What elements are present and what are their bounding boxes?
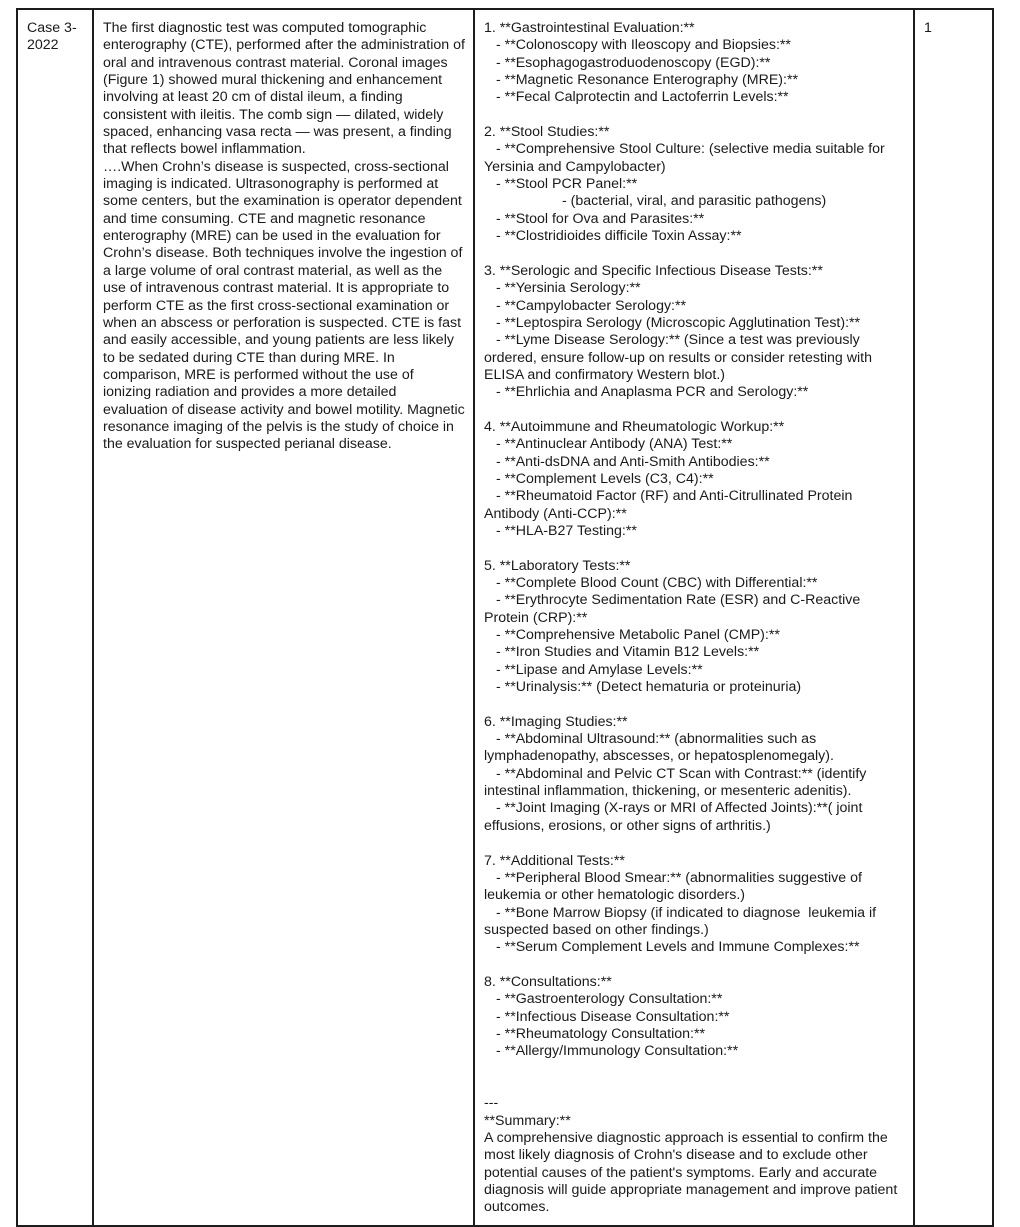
plan-item: - **Antinuclear Antibody (ANA) Test:** xyxy=(496,436,733,453)
plan-item: - **Fecal Calprotectin and Lactoferrin Levels:** xyxy=(496,89,789,106)
plan-item: - **Complete Blood Count (CBC) with Differential:** xyxy=(496,575,818,591)
plan-item: - **Abdominal and Pelvic CT Scan with Contrast:** (identify intestinal inflammation, thickening, or mesenteric adenitis). xyxy=(484,765,871,800)
case-table xyxy=(16,8,994,1227)
plan-item: - **HLA-B27 Testing:** xyxy=(496,522,637,539)
plan-item: - **Gastroenterology Consultation:** xyxy=(496,991,723,1008)
plan-item: - **Comprehensive Metabolic Panel (CMP):** xyxy=(496,627,780,644)
case-id-cell xyxy=(17,9,93,1226)
plan-item: - **Anti-dsDNA and Anti-Smith Antibodies:** xyxy=(496,453,770,470)
plan-section xyxy=(484,974,905,1061)
plan-item: - **Rheumatoid Factor (RF) and Anti-Citrullinated Protein Antibody (Anti-CCP):** xyxy=(484,488,856,522)
plan-item: - **Allergy/Immunology Consultation:** xyxy=(496,1043,739,1060)
plan-subitem: - (bacterial, viral, and parasitic pathogens) xyxy=(562,193,827,210)
plan-item: - **Clostridioides difficile Toxin Assay:** xyxy=(496,228,742,245)
spacer xyxy=(484,1078,905,1095)
score-cell xyxy=(914,9,993,1226)
plan-item: - **Iron Studies and Vitamin B12 Levels:** xyxy=(496,644,760,661)
plan-item: - **Campylobacter Serology:** xyxy=(496,297,687,314)
case-id: Case 3-2022 xyxy=(27,20,77,54)
narrative-paragraph-1: The first diagnostic test was computed tomographic enterography (CTE), performed after the administration of oral and intravenous contrast material. Coronal images (Figure 1) showed mural thickening and enhancement involving at least 20 cm of distal ileum, a finding consistent with ileitis. The comb sign — dilated, widely spaced, enhancing vasa recta — was present, a finding that reflects bowel inflammation. xyxy=(103,20,465,158)
score-value: 1 xyxy=(924,20,932,36)
plan-section xyxy=(484,714,905,835)
section-heading: 4. **Autoimmune and Rheumatologic Workup:** xyxy=(484,418,785,435)
plan-item: - **Lipase and Amylase Levels:** xyxy=(496,661,703,678)
plan-item: - **Esophagogastroduodenoscopy (EGD):** xyxy=(496,54,771,71)
plan-item: - **Bone Marrow Biopsy (if indicated to diagnose leukemia if suspected based on other findings.) xyxy=(484,904,881,938)
plan-item: - **Infectious Disease Consultation:** xyxy=(496,1008,730,1025)
plan-item: - **Stool for Ova and Parasites:** xyxy=(496,210,705,227)
spacer xyxy=(484,107,905,124)
diagnostic-plan-cell xyxy=(474,9,914,1226)
plan-item: - **Abdominal Ultrasound:** (abnormalities such as lymphadenopathy, abscesses, or hepatosplenomegaly). xyxy=(484,731,834,765)
spacer xyxy=(484,835,905,852)
section-heading: 2. **Stool Studies:** xyxy=(484,124,610,141)
spacer xyxy=(484,1061,905,1078)
plan-section xyxy=(484,124,905,245)
spacer xyxy=(484,245,905,262)
plan-item: - **Rheumatology Consultation:** xyxy=(496,1025,705,1042)
section-heading: 6. **Imaging Studies:** xyxy=(484,713,628,730)
narrative-paragraph-2: ….When Crohn’s disease is suspected, cross-sectional imaging is indicated. Ultrasonography is performed at some centers, but the examination is operator dependent and time consuming. CTE and magnetic resonance enterography (MRE) can be used in the evaluation for Crohn’s disease. Both techniques involve the ingestion of a large volume of oral contrast material, as well as the use of intravenous contrast material. It is appropriate to perform CTE as the first cross-sectional examination or when an abscess or perforation is suspected. CTE is fast and easily accessible, and young patients are less likely to be sedated during CTE than during MRE. In comparison, MRE is performed without the use of ionizing radiation and provides a more detailed evaluation of disease activity and bowel motility. Magnetic resonance imaging of the pelvis is the study of choice in the evaluation for suspected perianal disease. xyxy=(103,158,465,453)
plan-item: - **Stool PCR Panel:** xyxy=(496,176,638,193)
plan-item: - **Ehrlichia and Anaplasma PCR and Serology:** xyxy=(496,384,809,401)
spacer xyxy=(484,696,905,713)
plan-item: - **Complement Levels (C3, C4):** xyxy=(496,470,714,487)
plan-item: - **Joint Imaging (X-rays or MRI of Affected Joints):**( joint effusions, erosions, or other signs of arthritis.) xyxy=(484,800,867,834)
plan-item: - **Lyme Disease Serology:** (Since a test was previously ordered, ensure follow-up on results or consider retesting with ELISA and confirmatory Western blot.) xyxy=(484,332,876,383)
section-heading: 3. **Serologic and Specific Infectious Disease Tests:** xyxy=(484,262,823,279)
section-heading: 5. **Laboratory Tests:** xyxy=(484,557,631,574)
summary-text: A comprehensive diagnostic approach is essential to confirm the most likely diagnosis of Crohn's disease and to exclude other potential causes of the patient's symptoms. Early and accurate diagnosis will guide appropriate management and improve patient outcomes. xyxy=(484,1130,898,1216)
plan-item: - **Erythrocyte Sedimentation Rate (ESR) and C-Reactive Protein (CRP):** xyxy=(484,592,865,626)
plan-section xyxy=(484,853,905,957)
plan-item: - **Colonoscopy with Ileoscopy and Biopsies:** xyxy=(496,37,791,54)
separator: --- xyxy=(484,1095,499,1112)
summary-heading: **Summary:** xyxy=(484,1112,571,1129)
section-heading: 1. **Gastrointestinal Evaluation:** xyxy=(484,20,695,36)
plan-item: - **Magnetic Resonance Enterography (MRE):** xyxy=(496,72,799,89)
plan-section xyxy=(484,20,905,107)
plan-section xyxy=(484,419,905,540)
section-heading: 8. **Consultations:** xyxy=(484,973,612,990)
spacer xyxy=(484,957,905,974)
section-heading: 7. **Additional Tests:** xyxy=(484,852,625,869)
narrative-cell xyxy=(93,9,474,1226)
spacer xyxy=(484,540,905,557)
plan-item: - **Urinalysis:** (Detect hematuria or proteinuria) xyxy=(496,679,802,696)
plan-section xyxy=(484,263,905,402)
plan-item: - **Comprehensive Stool Culture: (selective media suitable for Yersinia and Campylobacter) xyxy=(484,141,889,175)
plan-section xyxy=(484,558,905,697)
plan-item: - **Peripheral Blood Smear:** (abnormalities suggestive of leukemia or other hematologic disorders.) xyxy=(484,869,866,904)
plan-item: - **Serum Complement Levels and Immune Complexes:** xyxy=(496,939,860,956)
spacer xyxy=(484,402,905,419)
plan-item: - **Yersinia Serology:** xyxy=(496,280,641,297)
plan-item: - **Leptospira Serology (Microscopic Agglutination Test):** xyxy=(496,314,861,331)
table-row xyxy=(17,9,993,1226)
